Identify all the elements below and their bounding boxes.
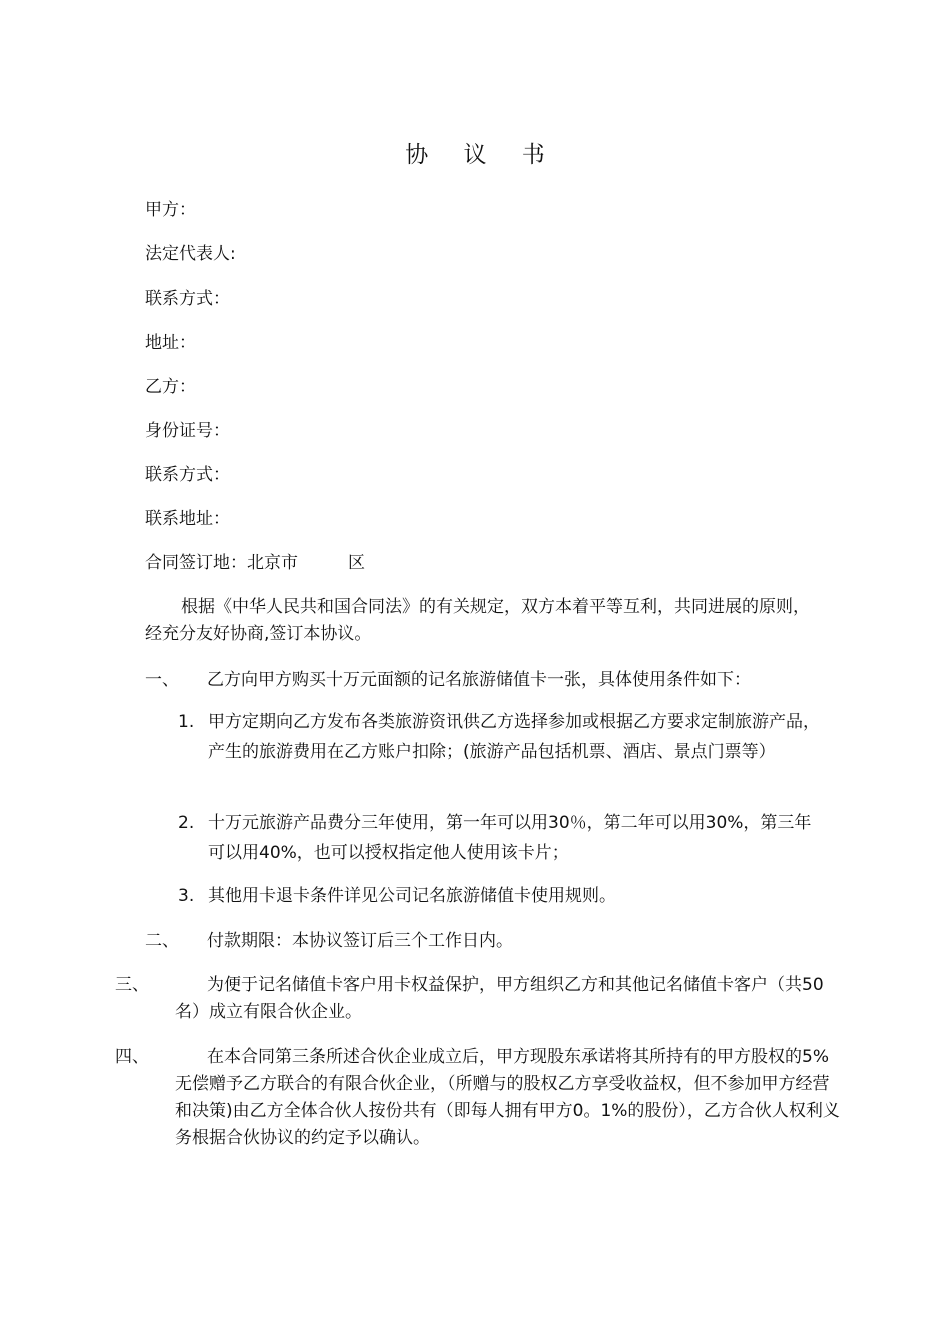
clause-text: 乙方向甲方购买十万元面额的记名旅游储值卡一张，具体使用条件如下：	[207, 670, 751, 690]
intro-paragraph: 根据《中华人民共和国合同法》的有关规定，双方本着平等互利，共同进展的原则，经充分友好协商,签订本协议。	[145, 597, 810, 644]
field-address: 地址：	[145, 333, 196, 353]
clause-number: 三、	[115, 975, 149, 995]
clause-2	[145, 928, 810, 955]
subitem-number: 2.	[178, 813, 195, 833]
clause-4	[115, 1044, 840, 1152]
subitem-number: 3.	[178, 886, 195, 906]
document-title: 协 议 书	[405, 142, 559, 168]
field-id-number: 身份证号：	[145, 421, 230, 441]
clause-text: 为便于记名储值卡客户用卡权益保护，甲方组织乙方和其他记名储值卡客户（共50名）成立有限合伙企业。	[175, 975, 824, 1022]
field-contact-a: 联系方式：	[145, 289, 230, 309]
subitem-2	[178, 808, 823, 868]
field-party-a: 甲方：	[145, 200, 196, 220]
subitem-3	[178, 881, 823, 911]
clause-1	[145, 667, 810, 694]
field-signing-place	[145, 550, 365, 576]
clause-3	[115, 972, 840, 1026]
clause-number: 一、	[145, 670, 179, 690]
clause-text: 付款期限：本协议签订后三个工作日内。	[207, 931, 513, 951]
subitem-number: 1.	[178, 712, 195, 732]
field-party-b: 乙方：	[145, 377, 196, 397]
subitem-text: 十万元旅游产品费分三年使用，第一年可以用30％，第二年可以用30%，第三年可以用40%，也可以授权指定他人使用该卡片；	[208, 813, 812, 863]
subitem-text: 甲方定期向乙方发布各类旅游资讯供乙方选择参加或根据乙方要求定制旅游产品，产生的旅游费用在乙方账户扣除；(旅游产品包括机票、酒店、景点门票等）	[208, 712, 820, 762]
clause-number: 二、	[145, 931, 179, 951]
signing-place-prefix: 合同签订地：北京市	[145, 553, 298, 573]
field-contact-address: 联系地址：	[145, 509, 230, 529]
field-legal-representative: 法定代表人:	[145, 244, 236, 264]
clause-text: 在本合同第三条所述合伙企业成立后，甲方现股东承诺将其所持有的甲方股权的5%无偿赠予乙方联合的有限合伙企业，（所赠与的股权乙方享受收益权，但不参加甲方经营和决策)由乙方全体合伙人按份共有（即每人拥有甲方0。1%的股份），乙方合伙人权利义务根据合伙协议的约定予以确认。	[175, 1047, 840, 1148]
clause-number: 四、	[115, 1047, 149, 1067]
signing-place-suffix: 区	[348, 553, 365, 573]
subitem-text: 其他用卡退卡条件详见公司记名旅游储值卡使用规则。	[208, 886, 616, 906]
subitem-1	[178, 707, 823, 767]
field-contact-b: 联系方式：	[145, 465, 230, 485]
